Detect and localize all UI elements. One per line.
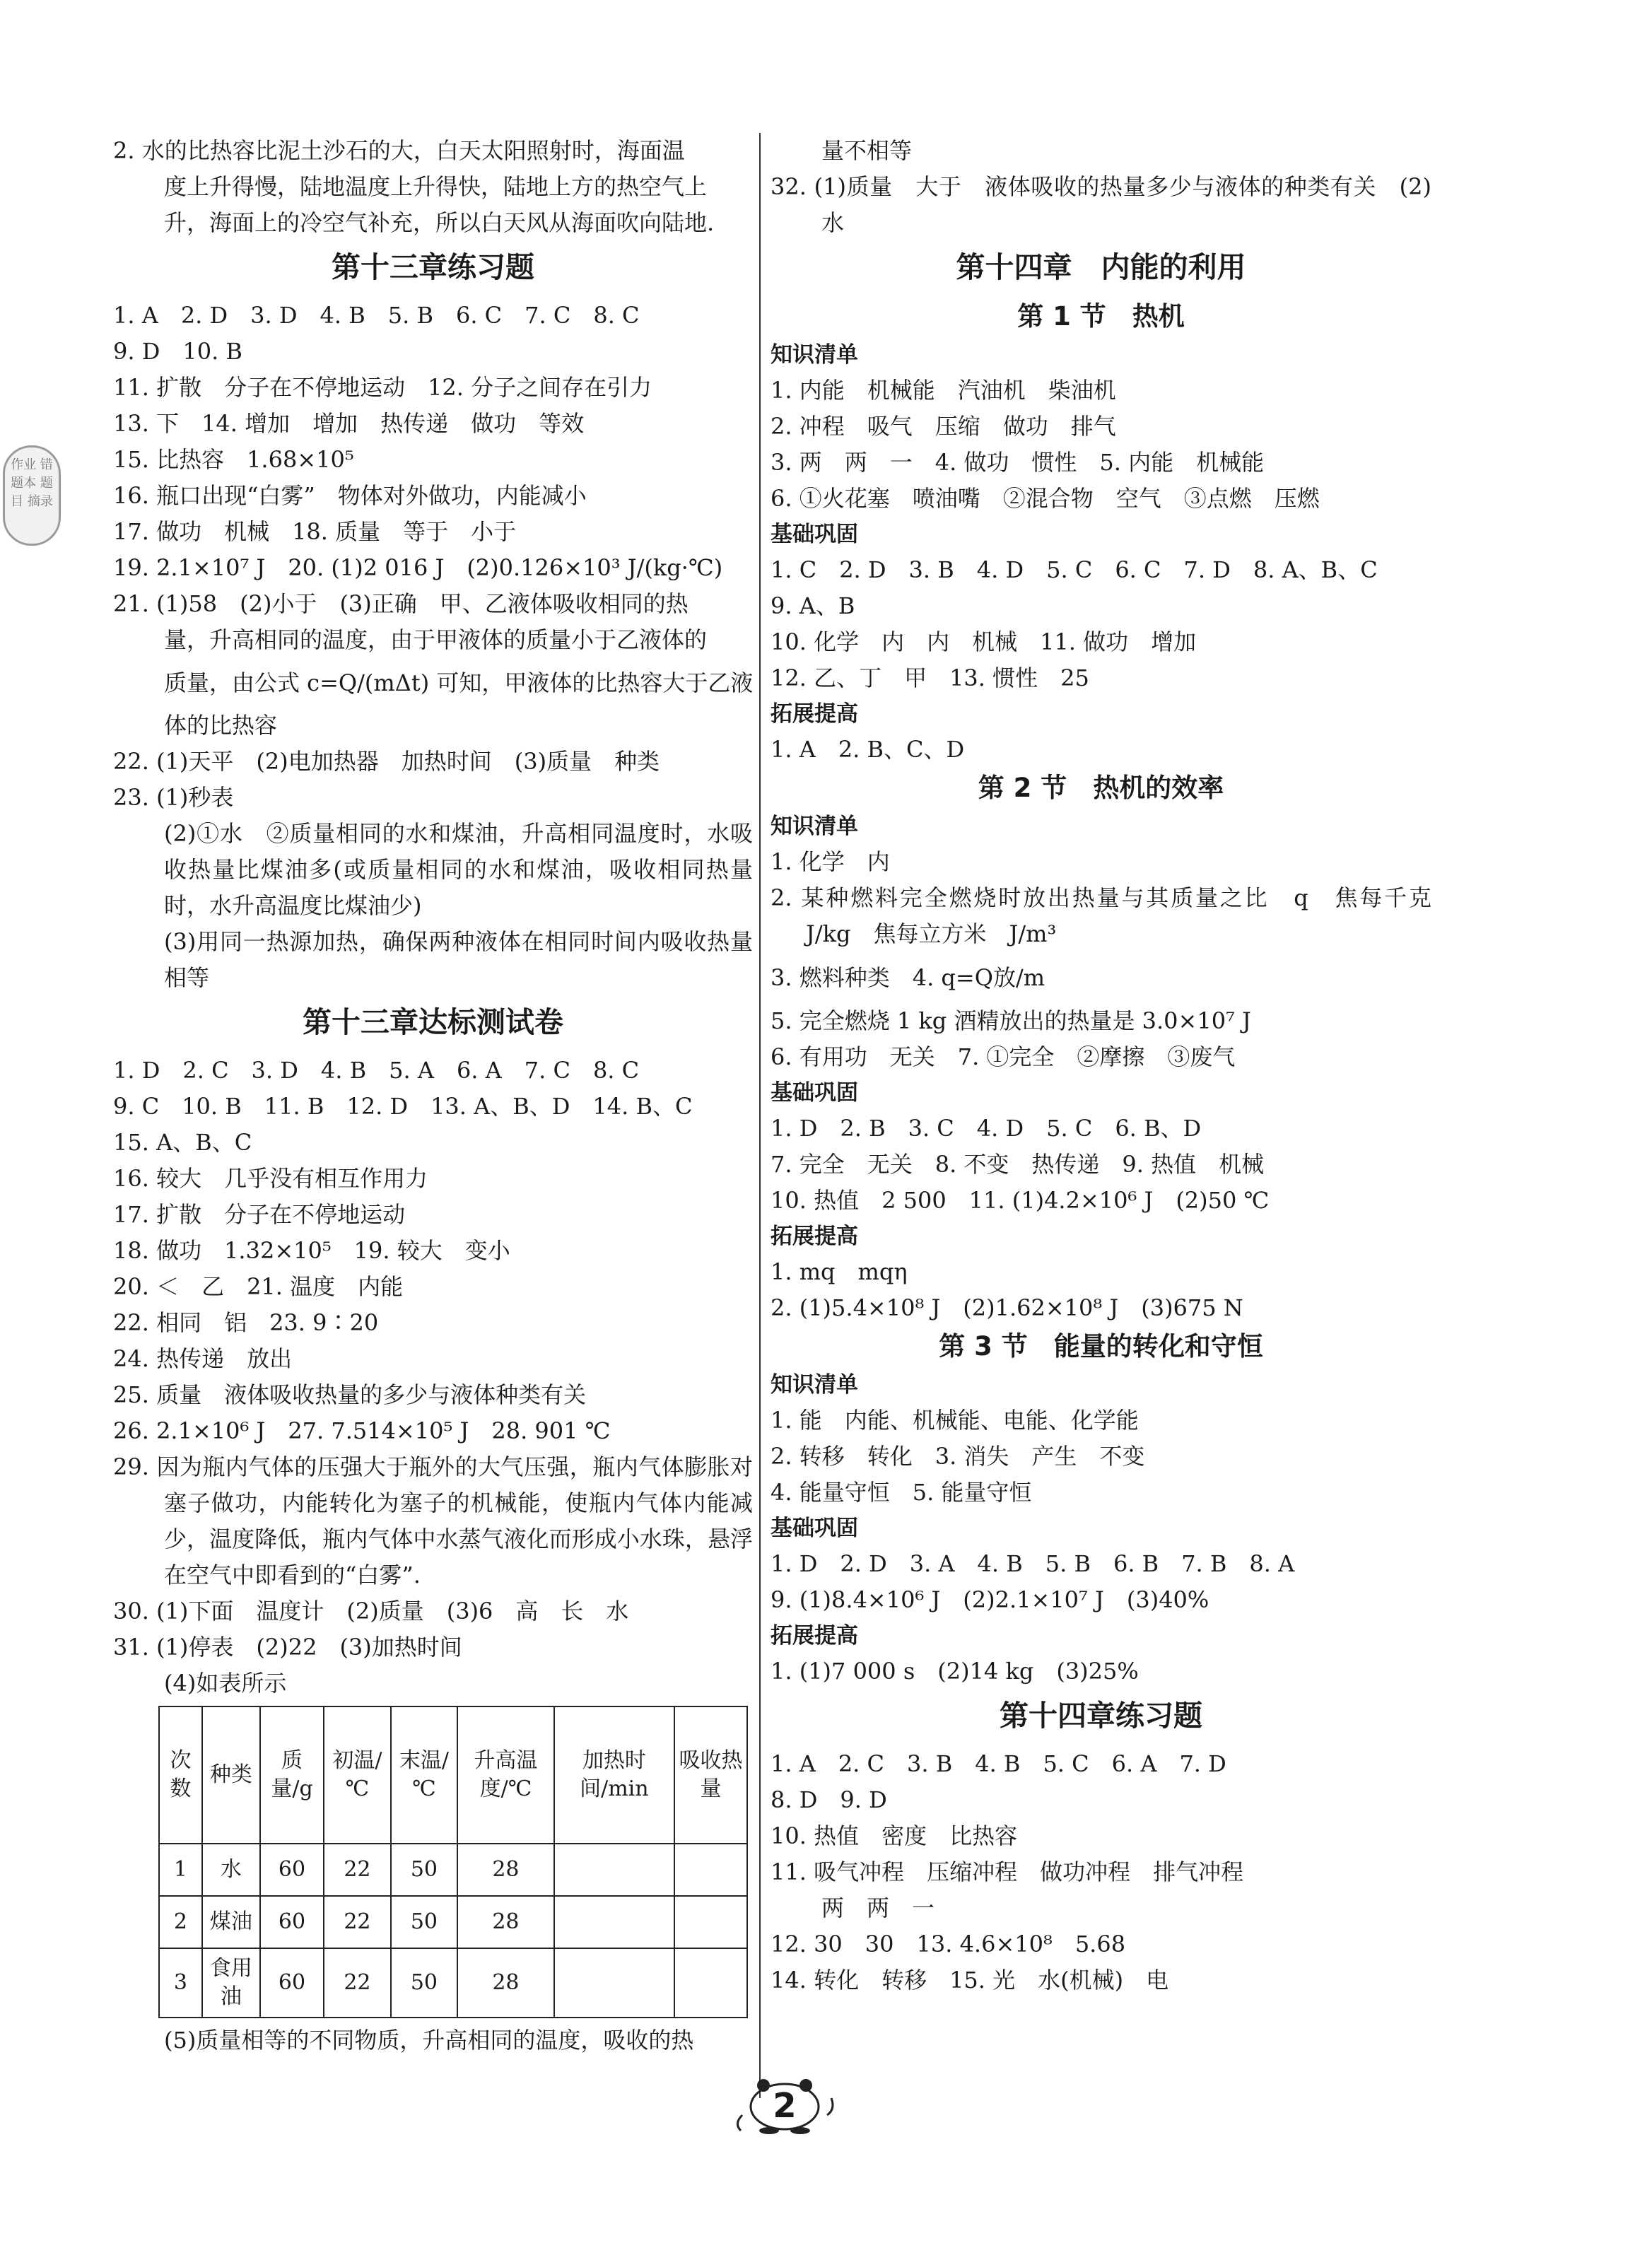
answer-line: 两 两 一 (821, 1895, 935, 1921)
answer-line: 22. (1)天平 (2)电加热器 加热时间 (3)质量 种类 (113, 748, 660, 775)
section-label: 拓展提高 (771, 1623, 858, 1649)
answer-line: 17. 做功 机械 18. 质量 等于 小于 (113, 518, 517, 545)
table-cell (554, 1948, 674, 2018)
answer-line: 31. (1)停表 (2)22 (3)加热时间 (113, 1634, 462, 1661)
answer-line: 1. 能 内能、机械能、电能、化学能 (771, 1407, 1139, 1434)
table-cell: 22 (324, 1844, 391, 1896)
table-cell (674, 1948, 747, 2018)
answer-line: 1. C 2. D 3. B 4. D 5. C 6. C 7. D 8. A、B、C (771, 556, 1378, 583)
answer-line: 1. (1)7 000 s (2)14 kg (3)25% (771, 1658, 1139, 1685)
section3-title: 第 3 节 能量的转化和守恒 (939, 1331, 1263, 1362)
table-cell (554, 1896, 674, 1948)
answer-line: 13. 下 14. 增加 增加 热传递 做功 等效 (113, 410, 585, 437)
answer-line: 17. 扩散 分子在不停地运动 (113, 1201, 406, 1228)
answer-paragraph: 2. 某种燃料完全燃烧时放出热量与其质量之比 q 焦每千克 J/kg 焦每立方米 J/m³ (771, 884, 1455, 947)
answer-line: 2. 水的比热容比泥土沙石的大，白天太阳照射时，海面温 (113, 137, 685, 164)
table-cell: 60 (260, 1844, 324, 1896)
table-cell: 1 (159, 1844, 202, 1896)
section1-title: 第 1 节 热机 (1017, 301, 1185, 332)
table-cell: 28 (457, 1844, 553, 1896)
answer-line: 量，升高相同的温度，由于甲液体的质量小于乙液体的 (164, 626, 708, 653)
answer-line: 7. 完全 无关 8. 不变 热传递 9. 热值 机械 (771, 1151, 1265, 1178)
answer-line: 30. (1)下面 温度计 (2)质量 (3)6 高 长 水 (113, 1598, 629, 1624)
section2-title: 第 2 节 热机的效率 (978, 773, 1224, 803)
answer-line: 1. 化学 内 (771, 848, 890, 875)
table-header: 吸收热量 (674, 1706, 747, 1844)
answer-line: 19. 2.1×10⁷ J 20. (1)2 016 J (2)0.126×10³ J/(kg·℃) (113, 554, 723, 581)
answer-line: 升，海面上的冷空气补充，所以白天风从海面吹向陆地. (164, 209, 715, 236)
answer-line: 22. 相同 铝 23. 9∶20 (113, 1309, 379, 1336)
answer-line: 26. 2.1×10⁶ J 27. 7.514×10⁵ J 28. 901 ℃ (113, 1417, 611, 1444)
section-label: 基础巩固 (771, 1516, 858, 1541)
chapter14-exercises-title: 第十四章练习题 (1000, 1699, 1202, 1733)
answer-line: 1. D 2. C 3. D 4. B 5. A 6. A 7. C 8. C (113, 1057, 640, 1084)
answer-line: 9. C 10. B 11. B 12. D 13. A、B、D 14. B、C (113, 1093, 693, 1120)
page-number-text: 2 (773, 2086, 797, 2126)
table-cell: 50 (391, 1844, 458, 1896)
table-cell: 50 (391, 1948, 458, 2018)
chapter13-test-title: 第十三章达标测试卷 (303, 1005, 563, 1039)
answer-line: (4)如表所示 (164, 1670, 287, 1697)
answer-line: 1. A 2. B、C、D (771, 736, 965, 763)
answer-line: 10. 化学 内 内 机械 11. 做功 增加 (771, 628, 1197, 655)
answer-line: (5)质量相等的不同物质，升高相同的温度，吸收的热 (164, 2027, 694, 2054)
answer-line: 18. 做功 1.32×10⁵ 19. 较大 变小 (113, 1237, 510, 1264)
answer-line: 5. 完全燃烧 1 kg 酒精放出的热量是 3.0×10⁷ J (771, 1007, 1251, 1034)
answer-line: 量不相等 (821, 137, 913, 164)
formula-line: 质量，由公式 c=Q/(mΔt) 可知，甲液体的比热容大于乙液 (164, 669, 754, 696)
table-cell: 60 (260, 1896, 324, 1948)
answer-line: 12. 30 30 13. 4.6×10⁸ 5.68 (771, 1931, 1126, 1957)
section-label: 拓展提高 (771, 701, 858, 727)
table-header: 加热时间/min (554, 1706, 674, 1844)
answer-line: 1. mq mqη (771, 1258, 908, 1285)
answer-paragraph: 29. 因为瓶内气体的压强大于瓶外的大气压强，瓶内气体膨胀对塞子做功，内能转化为塞子的机械能，使瓶内气体内能减少，温度降低，瓶内气体中水蒸气液化而形成小水珠，悬浮在空气中即看到的“白雾”. (113, 1453, 753, 1588)
answer-line: 9. D 10. B (113, 338, 242, 365)
answer-line: 体的比热容 (164, 712, 278, 739)
answer-line: 9. (1)8.4×10⁶ J (2)2.1×10⁷ J (3)40% (771, 1586, 1209, 1613)
table-header: 末温/℃ (391, 1706, 458, 1844)
table-row (159, 1896, 747, 1948)
section-label: 拓展提高 (771, 1224, 858, 1249)
answer-paragraph: (3)用同一热源加热，确保两种液体在相同时间内吸收热量相等 (164, 928, 753, 991)
section-label: 知识清单 (771, 814, 858, 839)
table-cell: 3 (159, 1948, 202, 2018)
answer-paragraph: 32. (1)质量 大于 液体吸收的热量多少与液体的种类有关 (2)水 (771, 173, 1431, 236)
table-row (159, 1948, 747, 2018)
section-label: 基础巩固 (771, 1080, 858, 1106)
page-number (728, 2078, 841, 2135)
table-header: 质量/g (260, 1706, 324, 1844)
answer-line: 6. 有用功 无关 7. ①完全 ②摩擦 ③废气 (771, 1043, 1236, 1070)
table-cell: 2 (159, 1896, 202, 1948)
table-cell: 50 (391, 1896, 458, 1948)
answer-line: 1. A 2. C 3. B 4. B 5. C 6. A 7. D (771, 1750, 1226, 1777)
answer-line: 12. 乙、丁 甲 13. 惯性 25 (771, 664, 1089, 691)
answer-line: 11. 吸气冲程 压缩冲程 做功冲程 排气冲程 (771, 1858, 1244, 1885)
answer-line: 10. 热值 密度 比热容 (771, 1822, 1018, 1849)
answer-line: 9. A、B (771, 592, 855, 619)
answer-paragraph: (2)①水 ②质量相同的水和煤油，升高相同温度时，水吸收热量比煤油多(或质量相同的水和煤油，吸收相同热量时，水升高温度比煤油少) (164, 820, 753, 919)
answer-line: 度上升得慢，陆地温度上升得快，陆地上方的热空气上 (164, 173, 708, 200)
homework-stamp: 作业 错题本 题目 摘录 (3, 445, 61, 546)
formula-line: 3. 燃料种类 4. q=Q放/m (771, 964, 1045, 991)
answer-line: 16. 较大 几乎没有相互作用力 (113, 1165, 428, 1192)
answer-line: 25. 质量 液体吸收热量的多少与液体种类有关 (113, 1381, 587, 1408)
answer-line: 15. A、B、C (113, 1129, 252, 1156)
answer-line: 16. 瓶口出现“白雾” 物体对外做功，内能减小 (113, 482, 587, 509)
table-cell: 22 (324, 1896, 391, 1948)
table-cell: 22 (324, 1948, 391, 2018)
answer-line: 1. A 2. D 3. D 4. B 5. B 6. C 7. C 8. C (113, 302, 640, 329)
table-header-row (159, 1706, 747, 1844)
section-label: 知识清单 (771, 1372, 858, 1398)
section-label: 知识清单 (771, 342, 858, 368)
table-header: 次数 (159, 1706, 202, 1844)
answer-line: 10. 热值 2 500 11. (1)4.2×10⁶ J (2)50 ℃ (771, 1187, 1270, 1214)
results-table (158, 1706, 748, 2018)
table-cell (554, 1844, 674, 1896)
table-cell: 煤油 (202, 1896, 260, 1948)
table-header: 初温/℃ (324, 1706, 391, 1844)
answer-line: 6. ①火花塞 喷油嘴 ②混合物 空气 ③点燃 压燃 (771, 485, 1320, 512)
table-header: 升高温度/℃ (457, 1706, 553, 1844)
table-cell (674, 1844, 747, 1896)
answer-line: 2. (1)5.4×10⁸ J (2)1.62×10⁸ J (3)675 N (771, 1294, 1243, 1321)
table-cell: 28 (457, 1896, 553, 1948)
answer-line: 2. 转移 转化 3. 消失 产生 不变 (771, 1443, 1145, 1470)
answer-line: 2. 冲程 吸气 压缩 做功 排气 (771, 413, 1116, 440)
chapter13-exercises-title: 第十三章练习题 (332, 250, 534, 284)
answer-line: 15. 比热容 1.68×10⁵ (113, 446, 354, 473)
table-cell: 60 (260, 1948, 324, 2018)
table-cell: 水 (202, 1844, 260, 1896)
answer-line: 21. (1)58 (2)小于 (3)正确 甲、乙液体吸收相同的热 (113, 590, 689, 617)
chapter14-title: 第十四章 内能的利用 (956, 250, 1246, 284)
answer-line: 14. 转化 转移 15. 光 水(机械) 电 (771, 1967, 1169, 1993)
section-label: 基础巩固 (771, 522, 858, 547)
right-column (771, 133, 1455, 1998)
answer-line: 3. 两 两 一 4. 做功 惯性 5. 内能 机械能 (771, 449, 1265, 476)
answer-line: 1. D 2. D 3. A 4. B 5. B 6. B 7. B 8. A (771, 1550, 1295, 1577)
answer-line: 23. (1)秒表 (113, 784, 234, 811)
answer-line: 1. D 2. B 3. C 4. D 5. C 6. B、D (771, 1115, 1202, 1142)
table-cell (674, 1896, 747, 1948)
table-row (159, 1844, 747, 1896)
answer-line: 4. 能量守恒 5. 能量守恒 (771, 1479, 1032, 1506)
left-column (113, 133, 753, 2059)
answer-line: 1. 内能 机械能 汽油机 柴油机 (771, 377, 1116, 404)
table-cell: 28 (457, 1948, 553, 2018)
answer-line: 11. 扩散 分子在不停地运动 12. 分子之间存在引力 (113, 374, 652, 401)
answer-line: 20. ＜ 乙 21. 温度 内能 (113, 1273, 404, 1300)
column-divider (759, 133, 761, 2098)
answer-line: 24. 热传递 放出 (113, 1345, 293, 1372)
table-header: 种类 (202, 1706, 260, 1844)
answer-line: 8. D 9. D (771, 1786, 887, 1813)
table-cell: 食用油 (202, 1948, 260, 2018)
